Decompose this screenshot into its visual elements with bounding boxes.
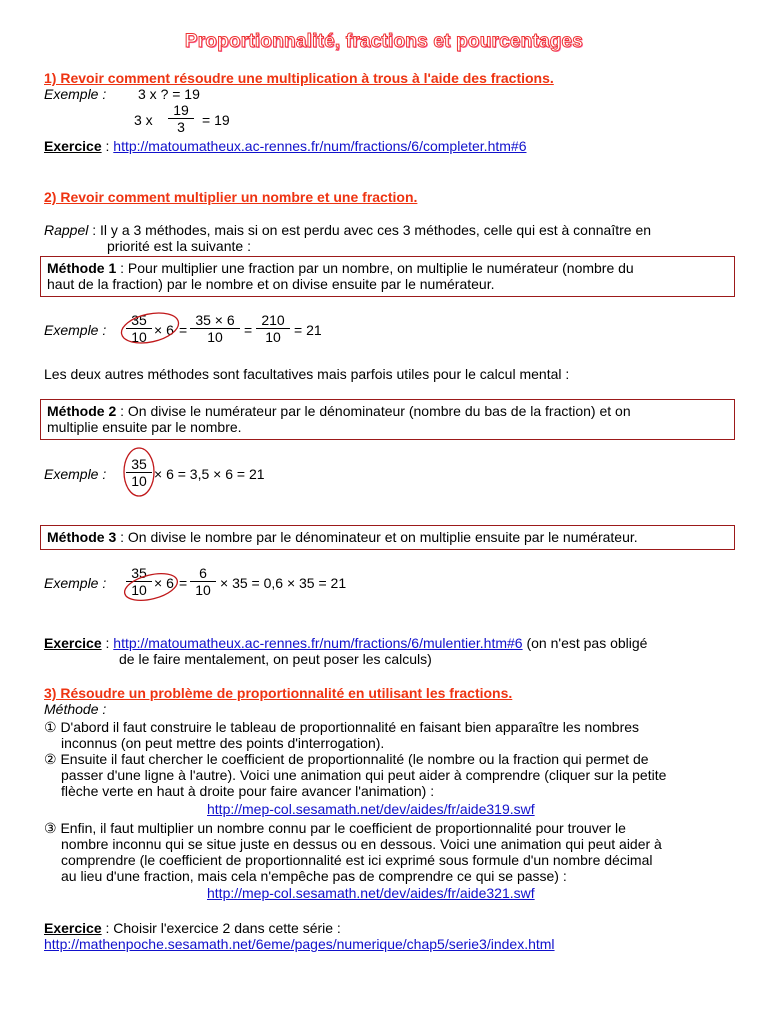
methode-1-label: Méthode 1 [47, 260, 117, 276]
exercise-3-link-wrap [44, 936, 555, 952]
exercise-2-note: (on n'est pas obligé [526, 635, 648, 651]
example-label-3: Exemple : [44, 466, 107, 482]
exercise-label: Exercice [44, 635, 102, 651]
section-2-heading: 2) Revoir comment multiplier un nombre et une fraction. [44, 189, 418, 205]
section-1-heading: 1) Revoir comment résoudre une multiplication à trous à l'aide des fractions. [44, 70, 554, 86]
mathenpoche-link[interactable]: http://mathenpoche.sesamath.net/6eme/pages/numerique/chap5/serie3/index.html [44, 936, 555, 952]
exercise-1-link[interactable]: http://matoumatheux.ac-rennes.fr/num/fractions/6/completer.htm#6 [113, 138, 527, 154]
step-2-line-2: passer d'une ligne à l'autre). Voici une animation qui peut aider à comprendre (cliquer sur la petite [61, 767, 667, 783]
fraction-denominator: 10 [126, 472, 152, 489]
method-3-calculation: × 35 = 0,6 × 35 = 21 [220, 575, 347, 591]
step-2-line-1: ② Ensuite il faut chercher le coefficient de proportionnalité (le nombre ou la fraction qui permet de [44, 751, 649, 767]
circle-ex2-fraction [124, 448, 154, 496]
equals-sign: = [179, 575, 188, 591]
times-six: × 6 [154, 575, 174, 591]
example-label-1: Exemple : [44, 86, 107, 102]
step-3-line-3: comprendre (le coefficient de proportionnalité est ici exprimé sous formule d'un nombre décimal [61, 852, 653, 868]
step-3-link-wrap [207, 885, 535, 901]
step-3-line-1: ③ Enfin, il faut multiplier un nombre connu par le coefficient de proportionnalité pour trouver le [44, 820, 626, 836]
exercise-2-line-1 [44, 635, 647, 651]
methode-3-text: : On divise le nombre par le dénominateur et on multiplie ensuite par le numérateur. [116, 529, 638, 545]
rappel-line-2: priorité est la suivante : [107, 238, 251, 254]
rappel-label: Rappel [44, 222, 89, 238]
equals-sign: = [244, 322, 253, 338]
methode-3-label: Méthode 3 [47, 529, 117, 545]
fraction-numerator: 35 × 6 [195, 312, 235, 328]
equation-2-right: = 19 [202, 112, 230, 128]
step-3-line-4: au lieu d'une fraction, mais cela n'empêche pas de comprendre ce qui se passe) : [61, 868, 567, 884]
equation-2-left: 3 x [134, 112, 153, 128]
equation-1: 3 x ? = 19 [138, 86, 200, 102]
fraction-denominator: 10 [126, 581, 152, 598]
equals-sign: = [179, 322, 188, 338]
result: = 21 [294, 322, 322, 338]
step-3-line-2: nombre inconnu qui se situe juste en dessus ou en dessous. Voici une animation qui peut aider à [61, 836, 662, 852]
fraction-numerator: 35 [131, 312, 147, 328]
exercise-2-line-2: de le faire mentalement, on peut poser les calculs) [119, 651, 432, 667]
step-2-line-3: flèche verte en haut à droite pour faire avancer l'animation) : [61, 783, 435, 799]
circle-ex3-10-and-6 [122, 569, 180, 605]
fraction-numerator: 35 [131, 565, 147, 581]
fraction-denominator: 10 [126, 328, 152, 345]
exercise-3-line-1 [44, 920, 341, 936]
exercise-3-text: : Choisir l'exercice 2 dans cette série : [101, 920, 341, 936]
rappel-text: : Il y a 3 méthodes, mais si on est perdu avec ces 3 méthodes, celle qui est à connaître en [88, 222, 652, 238]
example-label-4: Exemple : [44, 575, 107, 591]
section-3-heading: 3) Résoudre un problème de proportionnalité en utilisant les fractions. [44, 685, 513, 701]
exercise-colon: : [101, 138, 110, 154]
methode-2-label: Méthode 2 [47, 403, 117, 419]
exercise-label: Exercice [44, 920, 102, 936]
fraction-denominator: 10 [190, 328, 240, 345]
fraction-numerator: 6 [199, 565, 207, 581]
fraction-numerator: 19 [173, 102, 189, 118]
aide319-link[interactable]: http://mep-col.sesamath.net/dev/aides/fr/aide319.swf [207, 801, 535, 817]
fraction-denominator: 3 [168, 118, 194, 135]
fraction-denominator: 10 [256, 328, 290, 345]
circle-ex1-35-and-6 [119, 308, 182, 347]
methode-1-line-2: haut de la fraction) par le nombre et on divise ensuite par le numérateur. [47, 276, 495, 292]
example-label-2: Exemple : [44, 322, 107, 338]
methode-1-text: : Pour multiplier une fraction par un nombre, on multiplie le numérateur (nombre du [116, 260, 634, 276]
exercise-2-link[interactable]: http://matoumatheux.ac-rennes.fr/num/fractions/6/mulentier.htm#6 [113, 635, 523, 651]
fraction-numerator: 35 [131, 456, 147, 472]
fraction-denominator: 10 [190, 581, 216, 598]
fraction-numerator: 210 [261, 312, 285, 328]
step-2-link-wrap [207, 801, 535, 817]
aide321-link[interactable]: http://mep-col.sesamath.net/dev/aides/fr/aide321.swf [207, 885, 535, 901]
methode-label: Méthode : [44, 701, 107, 717]
methode-2-line-2: multiplie ensuite par le nombre. [47, 419, 242, 435]
autres-methodes-text: Les deux autres méthodes sont facultatives mais parfois utiles pour le calcul mental : [44, 366, 570, 382]
step-1-line-2: inconnus (on peut mettre des points d'interrogation). [61, 735, 385, 751]
page-title: Proportionnalité, fractions et pourcentages [184, 31, 584, 52]
step-1-line-1: ① D'abord il faut construire le tableau de proportionnalité en faisant bien apparaître les nombres [44, 719, 640, 735]
times-six: × 6 [154, 322, 174, 338]
exercise-colon: : [101, 635, 110, 651]
exercise-label: Exercice [44, 138, 102, 154]
method-2-calculation: × 6 = 3,5 × 6 = 21 [154, 466, 265, 482]
methode-2-text: : On divise le numérateur par le dénominateur (nombre du bas de la fraction) et on [116, 403, 631, 419]
